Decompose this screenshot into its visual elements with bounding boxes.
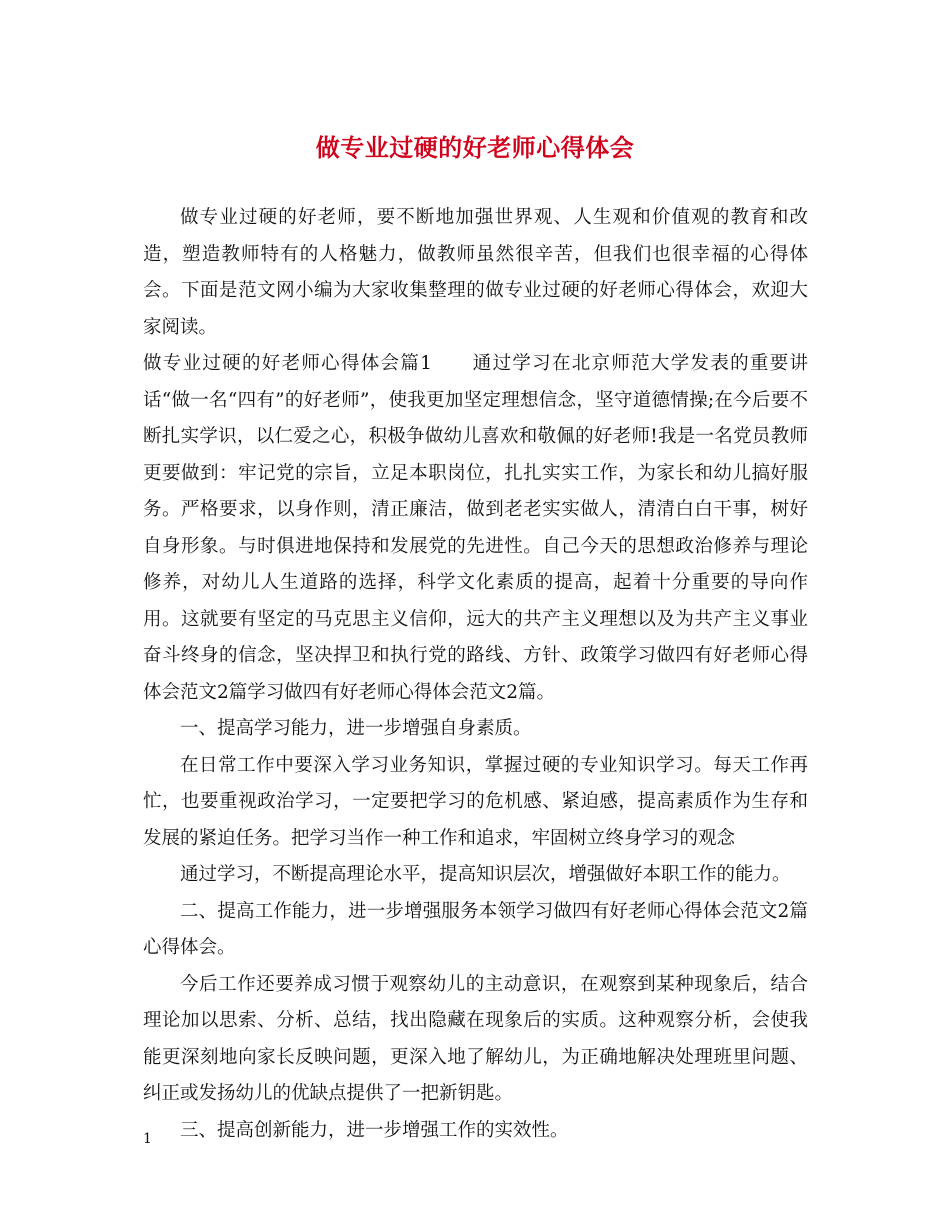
paragraph-observation: 今后工作还要养成习惯于观察幼儿的主动意识，在观察到某种现象后，结合理论加以思索、分析、总结，找出隐藏在现象后的实质。这种观察分析，会使我能更深刻地向家长反映问题，更深入地了解幼儿，为正确地解决处理班里问题、纠正或发扬幼儿的优缺点提供了一把新钥匙。 — [143, 973, 808, 1104]
paragraph-learning: 在日常工作中要深入学习业务知识，掌握过硬的专业知识学习。每天工作再忙，也要重视政治学习，一定要把学习的危机感、紧迫感，提高素质作为生存和发展的紧迫任务。把学习当作一种工作和追求，牢固树立终身学习的观念 — [143, 754, 808, 849]
paragraph-intro: 做专业过硬的好老师，要不断地加强世界观、人生观和价值观的教育和改造，塑造教师特有的人格魅力，做教师虽然很辛苦，但我们也很幸福的心得体会。下面是范文网小编为大家收集整理的做专业过硬的好老师心得体会，欢迎大家阅读。 — [143, 207, 808, 338]
section-heading-2: 二、提高工作能力，进一步增强服务本领学习做四有好老师心得体会范文2篇心得体会。 — [143, 900, 808, 958]
document-title: 做专业过硬的好老师心得体会 — [315, 133, 635, 162]
page-number: 1 — [143, 1131, 152, 1147]
paragraph-part-1: 做专业过硬的好老师心得体会篇1 通过学习在北京师范大学发表的重要讲话“做一名“四有”的好老师”，使我更加坚定理想信念，坚守道德情操;在今后要不断扎实学识，以仁爱之心，积极争做幼儿喜欢和敬佩的好老师!我是一名党员教师更要做到：牢记党的宗旨，立足本职岗位，扎扎实实工作，为家长和幼儿搞好服务。严格要求，以身作则，清正廉洁，做到老老实实做人，清清白白干事，树好自身形象。与时俱进地保持和发展党的先进性。自己今天的思想政治修养与理论修养，对幼儿人生道路的选择，科学文化素质的提高，起着十分重要的导向作用。这就要有坚定的马克思主义信仰，远大的共产主义理想以及为共产主义事业奋斗终身的信念，坚决捍卫和执行党的路线、方针、政策学习做四有好老师心得体会范文2篇学习做四有好老师心得体会范文2篇。 — [143, 353, 808, 703]
section-heading-1: 一、提高学习能力，进一步增强自身素质。 — [180, 718, 532, 739]
section-heading-3: 三、提高创新能力，进一步增强工作的实效性。 — [180, 1119, 569, 1141]
paragraph-theory: 通过学习，不断提高理论水平，提高知识层次，增强做好本职工作的能力。 — [180, 864, 791, 885]
document-body — [143, 200, 808, 1149]
